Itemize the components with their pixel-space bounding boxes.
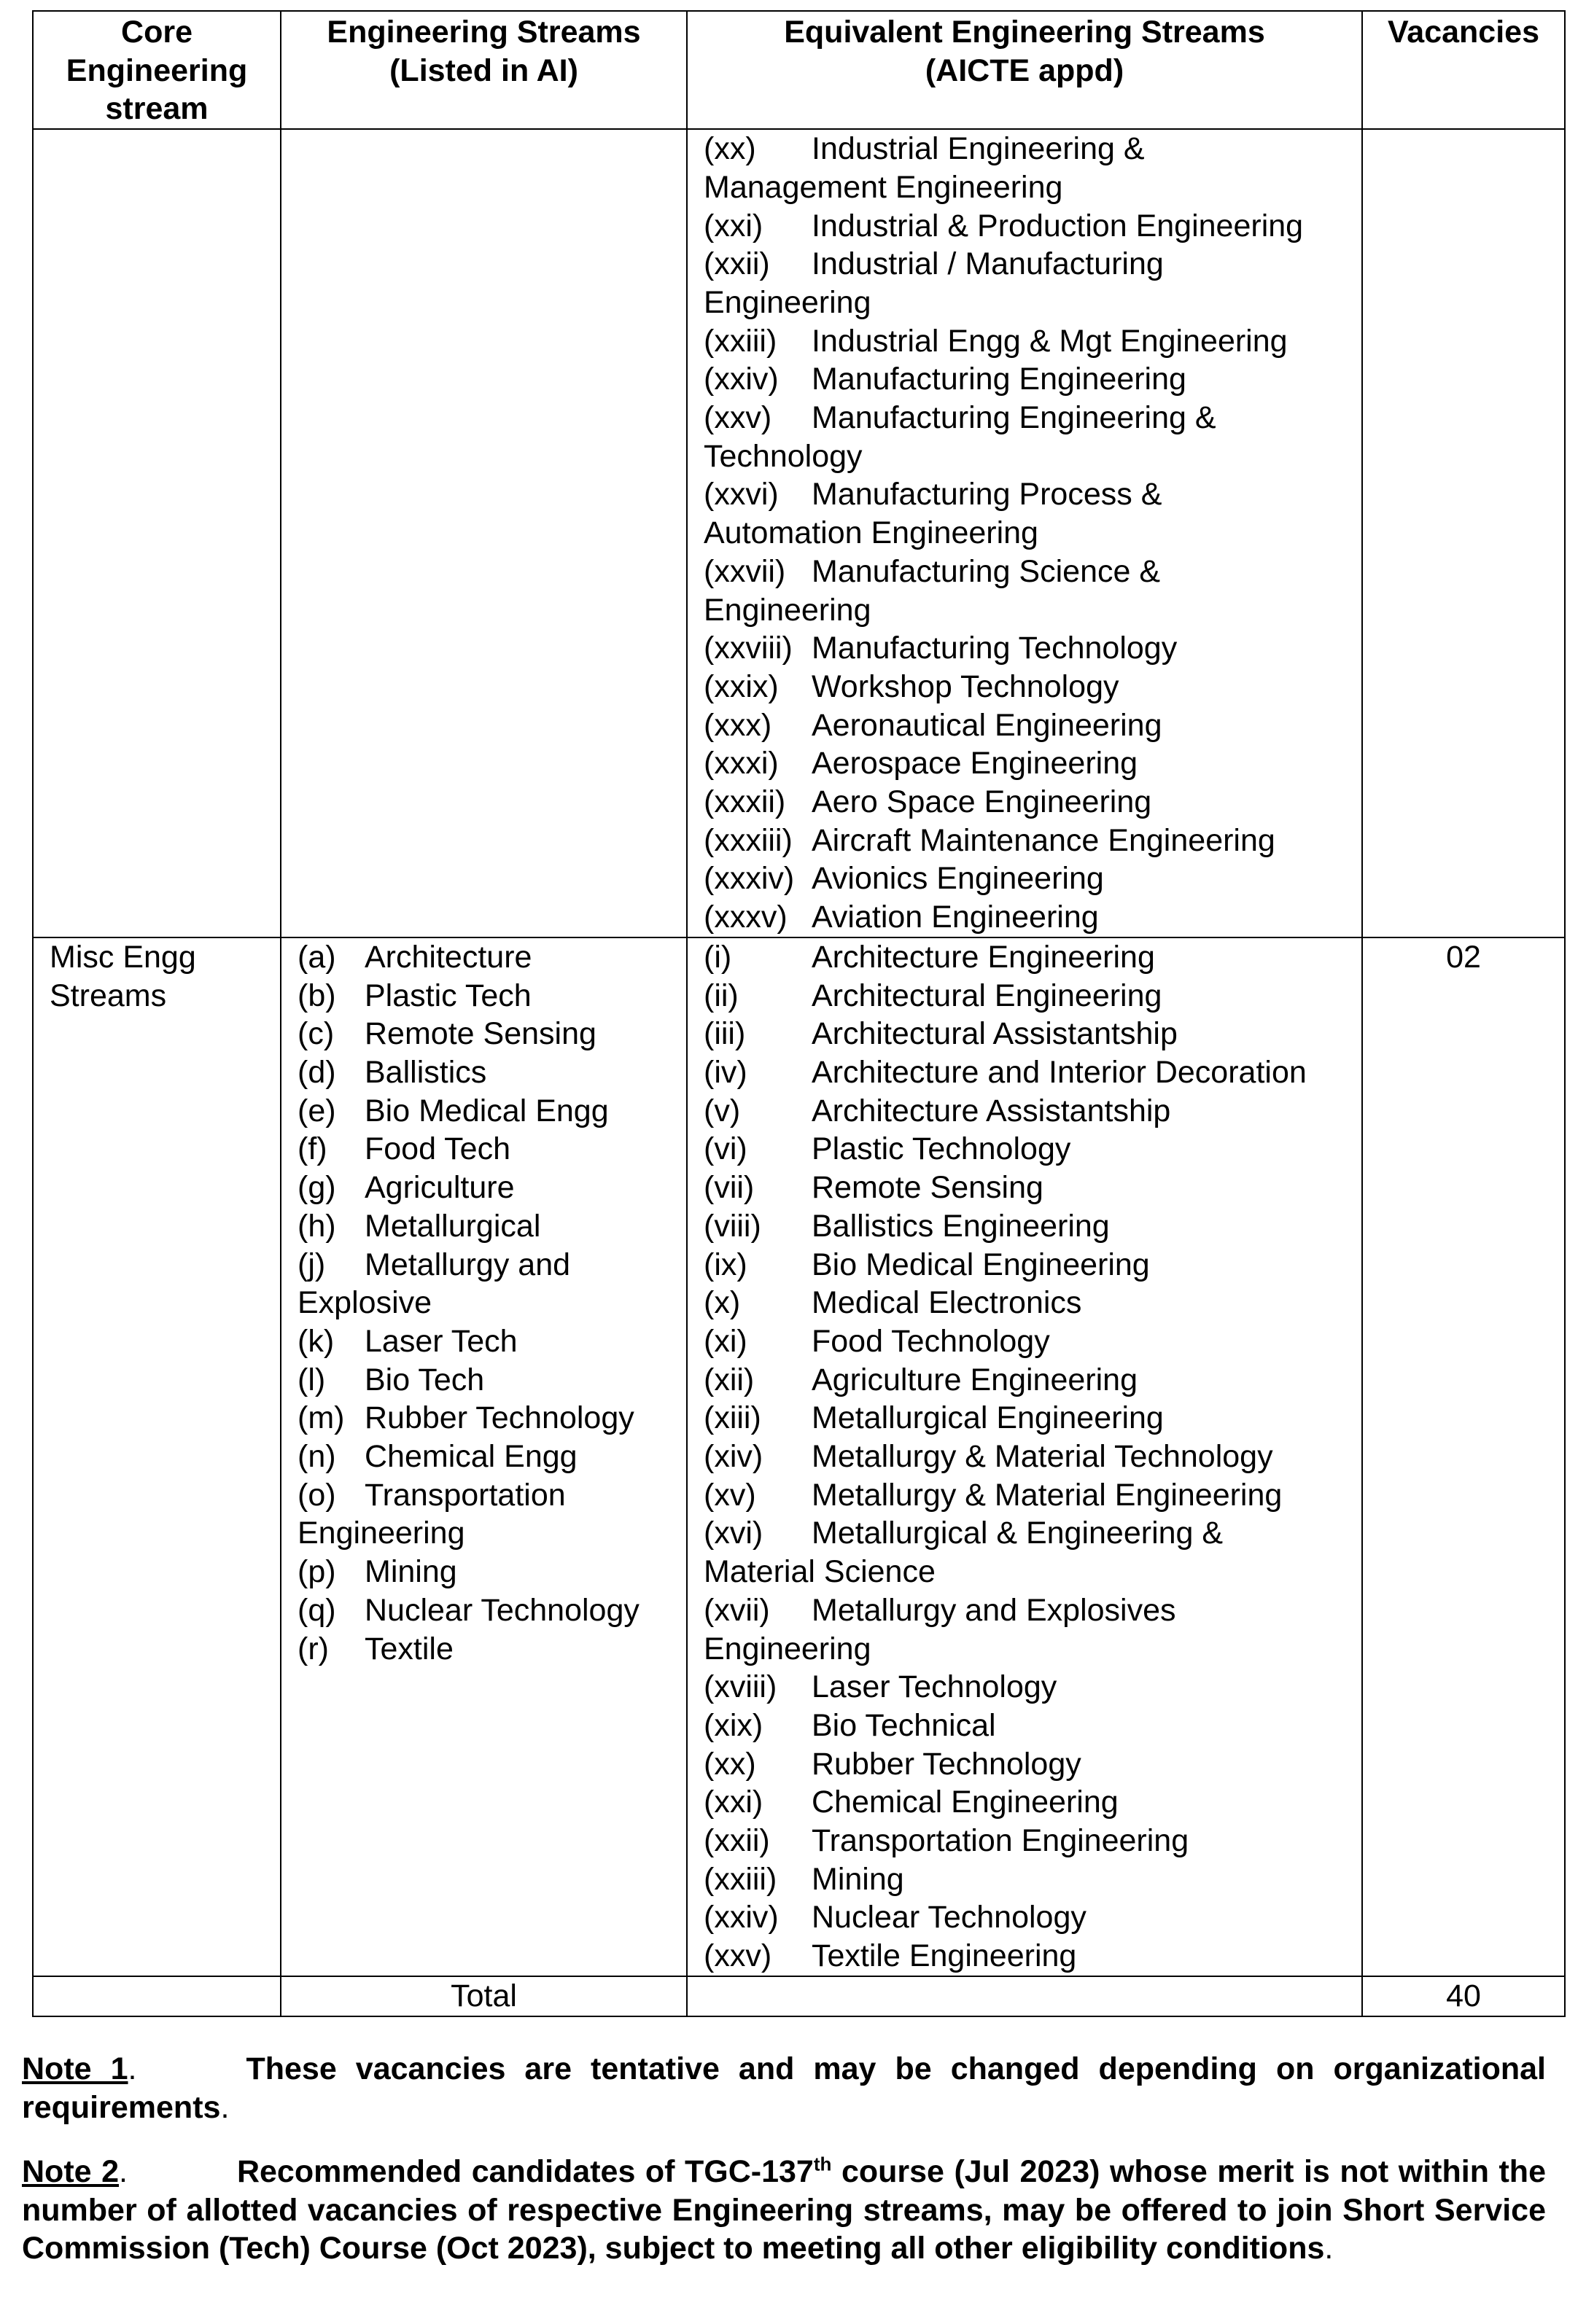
item-text: Metallurgical Engineering [812, 1400, 1164, 1436]
item-text: Plastic Technology [812, 1131, 1071, 1167]
item-text: Food Tech [365, 1131, 511, 1167]
item-text: Aerospace Engineering [812, 746, 1138, 781]
list-item [298, 1207, 679, 1246]
vacancies-cell [1362, 937, 1565, 1976]
item-text: Plastic Tech [365, 978, 532, 1013]
item-number: (xx) [704, 1746, 756, 1782]
item-letter: (p) [298, 1554, 336, 1590]
item-letter: (k) [298, 1323, 335, 1359]
note-end: . [1324, 2231, 1334, 2266]
note-end: . [220, 2089, 230, 2125]
item-text-continued: Technology [704, 438, 863, 474]
equivalent-streams-cell [687, 937, 1362, 1976]
note-2 [22, 2153, 1546, 2268]
item-number: (xviii) [704, 1669, 777, 1705]
header-text: Core [121, 15, 193, 50]
header-vacancies [1362, 11, 1565, 129]
item-number: (xxxiii) [704, 822, 793, 858]
header-text: Engineering Streams [327, 15, 641, 50]
item-text: Manufacturing Process & [812, 477, 1162, 512]
list-item [704, 399, 1354, 437]
header-text: Engineering [66, 52, 248, 88]
item-text: Metallurgy & Material Technology [812, 1439, 1273, 1475]
item-text-continued: Explosive [298, 1285, 432, 1321]
note-text: These vacancies are tentative and may be changed depending on organizational requirements [22, 2051, 1546, 2125]
item-number: (xix) [704, 1707, 763, 1743]
list-item [704, 1015, 1354, 1053]
item-text: Metallurgical & Engineering & [812, 1516, 1224, 1551]
item-text: Manufacturing Engineering & [812, 400, 1216, 436]
note-dot: . [128, 2051, 137, 2086]
item-text: Chemical Engineering [812, 1785, 1119, 1820]
item-text: Bio Medical Engg [365, 1093, 609, 1128]
note-text: course (Jul 2023) whose merit is not within the number of allotted vacancies of respective Engineering streams, may be offered to join Short Service Commission (Tech) Course (Oct 2023), subject to meeting all other eligibility conditions [22, 2154, 1546, 2266]
core-stream-text: Streams [50, 978, 167, 1013]
item-number: (xxi) [704, 1785, 763, 1820]
list-item [704, 1898, 1354, 1937]
item-letter: (q) [298, 1592, 336, 1628]
list-item [704, 1783, 1354, 1822]
list-item [704, 977, 1354, 1015]
list-item [704, 1053, 1354, 1092]
item-text-continued: Automation Engineering [704, 515, 1038, 551]
item-number: (xxiii) [704, 323, 777, 359]
item-text: Ballistics Engineering [812, 1208, 1110, 1244]
item-text: Laser Technology [812, 1669, 1057, 1705]
item-text: Bio Medical Engineering [812, 1247, 1150, 1282]
item-number: (vii) [704, 1170, 755, 1206]
list-item [704, 1860, 1354, 1899]
item-text: Architecture Assistantship [812, 1093, 1171, 1128]
list-item [298, 1476, 679, 1515]
list-item [704, 130, 1354, 168]
header-text: stream [105, 91, 209, 127]
item-text: Aircraft Maintenance Engineering [812, 822, 1275, 858]
list-item [704, 360, 1354, 399]
list-item [704, 1668, 1354, 1707]
item-letter: (o) [298, 1477, 336, 1513]
list-item [298, 1553, 679, 1591]
header-text: (Listed in AI) [389, 52, 578, 88]
listed-list [298, 938, 679, 1668]
list-item [704, 744, 1354, 783]
item-number: (xx) [704, 131, 756, 167]
item-text: Bio Technical [812, 1707, 996, 1743]
item-text: Industrial / Manufacturing [812, 246, 1164, 282]
list-item [704, 322, 1354, 361]
note-text: Recommended candidates of TGC-137 [236, 2154, 814, 2189]
item-text: Remote Sensing [365, 1016, 596, 1052]
item-text: Agriculture Engineering [812, 1362, 1138, 1397]
table-row [33, 129, 1565, 937]
item-letter: (n) [298, 1439, 336, 1475]
list-item [298, 1169, 679, 1207]
item-number: (xvi) [704, 1516, 763, 1551]
header-text: (AICTE appd) [925, 52, 1124, 88]
item-letter: (r) [298, 1631, 329, 1666]
item-text-continued: Management Engineering [704, 169, 1063, 205]
list-item [298, 1361, 679, 1400]
list-item [298, 938, 679, 977]
table-row [33, 937, 1565, 1976]
item-number: (ix) [704, 1247, 747, 1282]
item-letter: (g) [298, 1170, 336, 1206]
item-text: Workshop Technology [812, 668, 1119, 704]
item-letter: (c) [298, 1016, 335, 1052]
item-number: (iii) [704, 1016, 746, 1052]
item-number: (iv) [704, 1054, 747, 1090]
item-number: (v) [704, 1093, 741, 1128]
item-number: (vi) [704, 1131, 747, 1167]
note-label: Note 1 [22, 2051, 128, 2086]
list-item [298, 1322, 679, 1361]
list-item [704, 783, 1354, 822]
item-text: Architectural Engineering [812, 978, 1162, 1013]
item-number: (x) [704, 1285, 741, 1321]
list-item [704, 1438, 1354, 1476]
list-item [704, 1361, 1354, 1400]
list-item [298, 1630, 679, 1669]
header-listed-streams [281, 11, 687, 129]
item-letter: (l) [298, 1362, 326, 1397]
item-text: Industrial & Production Engineering [812, 208, 1304, 243]
equivalent-list [704, 130, 1354, 937]
total-label-cell [281, 1976, 687, 2016]
item-text: Rubber Technology [812, 1746, 1081, 1782]
item-text: Rubber Technology [365, 1400, 634, 1436]
item-text: Textile Engineering [812, 1938, 1077, 1974]
item-number: (xiii) [704, 1400, 761, 1436]
list-item [704, 207, 1354, 246]
item-number: (xii) [704, 1362, 755, 1397]
item-text: Metallurgical [365, 1208, 541, 1244]
item-letter: (j) [298, 1247, 326, 1282]
item-text: Manufacturing Engineering [812, 362, 1186, 397]
item-text-continued: Engineering [704, 1631, 871, 1666]
item-number: (xv) [704, 1477, 756, 1513]
note-superscript: th [813, 2153, 832, 2175]
list-item [704, 668, 1354, 706]
item-text: Architecture [365, 939, 532, 975]
list-item [704, 1476, 1354, 1515]
list-item [298, 1092, 679, 1131]
table-header-row [33, 11, 1565, 129]
header-text: Equivalent Engineering Streams [784, 15, 1265, 50]
list-item [704, 245, 1354, 284]
item-number: (xxii) [704, 1823, 770, 1859]
item-text: Transportation [365, 1477, 566, 1513]
vacancies-value: 02 [1446, 939, 1481, 975]
core-stream-text: Misc Engg [50, 939, 196, 975]
list-item [298, 1399, 679, 1438]
item-number: (xxxi) [704, 746, 779, 781]
item-text: Avionics Engineering [812, 861, 1104, 897]
list-item [704, 1707, 1354, 1745]
item-text: Manufacturing Science & [812, 553, 1161, 589]
list-item [704, 706, 1354, 745]
item-text: Bio Tech [365, 1362, 485, 1397]
item-text: Metallurgy and [365, 1247, 571, 1282]
list-item [298, 977, 679, 1015]
list-item [298, 1438, 679, 1476]
item-letter: (f) [298, 1131, 327, 1167]
item-number: (xxxiv) [704, 861, 795, 897]
list-item [704, 859, 1354, 898]
item-text: Architectural Assistantship [812, 1016, 1178, 1052]
equivalent-streams-cell [687, 129, 1362, 937]
item-number: (xxviii) [704, 631, 793, 666]
item-number: (xi) [704, 1323, 747, 1359]
item-text: Aeronautical Engineering [812, 707, 1162, 743]
item-number: (xxvii) [704, 553, 786, 589]
list-item [704, 1514, 1354, 1553]
list-item [704, 898, 1354, 937]
item-number: (xxxv) [704, 900, 788, 935]
item-text: Aviation Engineering [812, 900, 1099, 935]
item-text: Aero Space Engineering [812, 784, 1152, 820]
item-number: (xxii) [704, 246, 770, 282]
item-number: (xxvi) [704, 477, 779, 512]
item-number: (xxiii) [704, 1861, 777, 1897]
list-item [704, 938, 1354, 977]
list-item [298, 1591, 679, 1630]
list-item [704, 1399, 1354, 1438]
list-item [704, 553, 1354, 591]
item-text: Mining [812, 1861, 904, 1897]
list-item [704, 1169, 1354, 1207]
item-number: (i) [704, 939, 732, 975]
list-item [704, 1937, 1354, 1976]
item-text: Transportation Engineering [812, 1823, 1189, 1859]
total-label: Total [451, 1978, 517, 2013]
list-item [704, 1246, 1354, 1284]
item-text: Laser Tech [365, 1323, 518, 1359]
item-text: Metallurgy & Material Engineering [812, 1477, 1283, 1513]
item-letter: (a) [298, 939, 336, 975]
item-number: (xxiv) [704, 362, 779, 397]
total-vacancies-value: 40 [1446, 1978, 1481, 2013]
header-equivalent-streams [687, 11, 1362, 129]
item-text: Metallurgy and Explosives [812, 1592, 1176, 1628]
vacancies-cell [1362, 129, 1565, 937]
item-letter: (h) [298, 1208, 336, 1244]
item-text-continued: Engineering [298, 1516, 465, 1551]
item-letter: (e) [298, 1093, 336, 1128]
item-number: (ii) [704, 978, 739, 1013]
item-text: Architecture Engineering [812, 939, 1155, 975]
core-stream-cell [33, 129, 281, 937]
item-number: (xxxii) [704, 784, 786, 820]
listed-streams-cell [281, 937, 687, 1976]
total-vacancies-cell [1362, 1976, 1565, 2016]
core-stream-cell [33, 937, 281, 1976]
list-item [704, 1130, 1354, 1169]
list-item [704, 1822, 1354, 1860]
item-text: Mining [365, 1554, 457, 1590]
list-item [298, 1015, 679, 1053]
list-item [704, 1591, 1354, 1630]
item-letter: (b) [298, 978, 336, 1013]
item-text: Manufacturing Technology [812, 631, 1178, 666]
note-dot: . [119, 2154, 128, 2189]
item-number: (xxi) [704, 208, 763, 243]
item-text: Remote Sensing [812, 1170, 1043, 1206]
item-text: Nuclear Technology [812, 1900, 1087, 1935]
vacancy-table [32, 10, 1566, 2017]
note-label: Note 2 [22, 2154, 119, 2189]
item-text: Nuclear Technology [365, 1592, 640, 1628]
item-number: (xvii) [704, 1592, 770, 1628]
empty-cell [687, 1976, 1362, 2016]
item-number: (xxiv) [704, 1900, 779, 1935]
listed-streams-cell [281, 129, 687, 937]
item-number: (viii) [704, 1208, 761, 1244]
list-item [298, 1053, 679, 1092]
item-number: (xxix) [704, 668, 779, 704]
note-1 [22, 2050, 1546, 2126]
list-item [298, 1246, 679, 1284]
item-text-continued: Engineering [704, 592, 871, 628]
item-text: Industrial Engg & Mgt Engineering [812, 323, 1288, 359]
item-letter: (m) [298, 1400, 345, 1436]
item-text: Industrial Engineering & [812, 131, 1145, 167]
item-text: Agriculture [365, 1170, 515, 1206]
list-item [704, 1092, 1354, 1131]
list-item [704, 1284, 1354, 1322]
list-item [704, 822, 1354, 860]
list-item [298, 1130, 679, 1169]
item-number: (xxv) [704, 400, 772, 436]
item-text: Chemical Engg [365, 1439, 578, 1475]
item-number: (xxx) [704, 707, 772, 743]
header-core-stream [33, 11, 281, 129]
item-text-continued: Engineering [704, 284, 871, 320]
list-item [704, 629, 1354, 668]
equivalent-list [704, 938, 1354, 1976]
item-number: (xxv) [704, 1938, 772, 1974]
item-text: Food Technology [812, 1323, 1050, 1359]
total-row [33, 1976, 1565, 2016]
item-text: Textile [365, 1631, 454, 1666]
list-item [704, 1322, 1354, 1361]
item-text-continued: Material Science [704, 1554, 936, 1590]
empty-cell [33, 1976, 281, 2016]
list-item [704, 1207, 1354, 1246]
item-letter: (d) [298, 1054, 336, 1090]
header-text: Vacancies [1387, 15, 1539, 50]
item-number: (xiv) [704, 1439, 763, 1475]
list-item [704, 475, 1354, 514]
item-text: Architecture and Interior Decoration [812, 1054, 1307, 1090]
list-item [704, 1745, 1354, 1784]
item-text: Ballistics [365, 1054, 487, 1090]
item-text: Medical Electronics [812, 1285, 1082, 1321]
